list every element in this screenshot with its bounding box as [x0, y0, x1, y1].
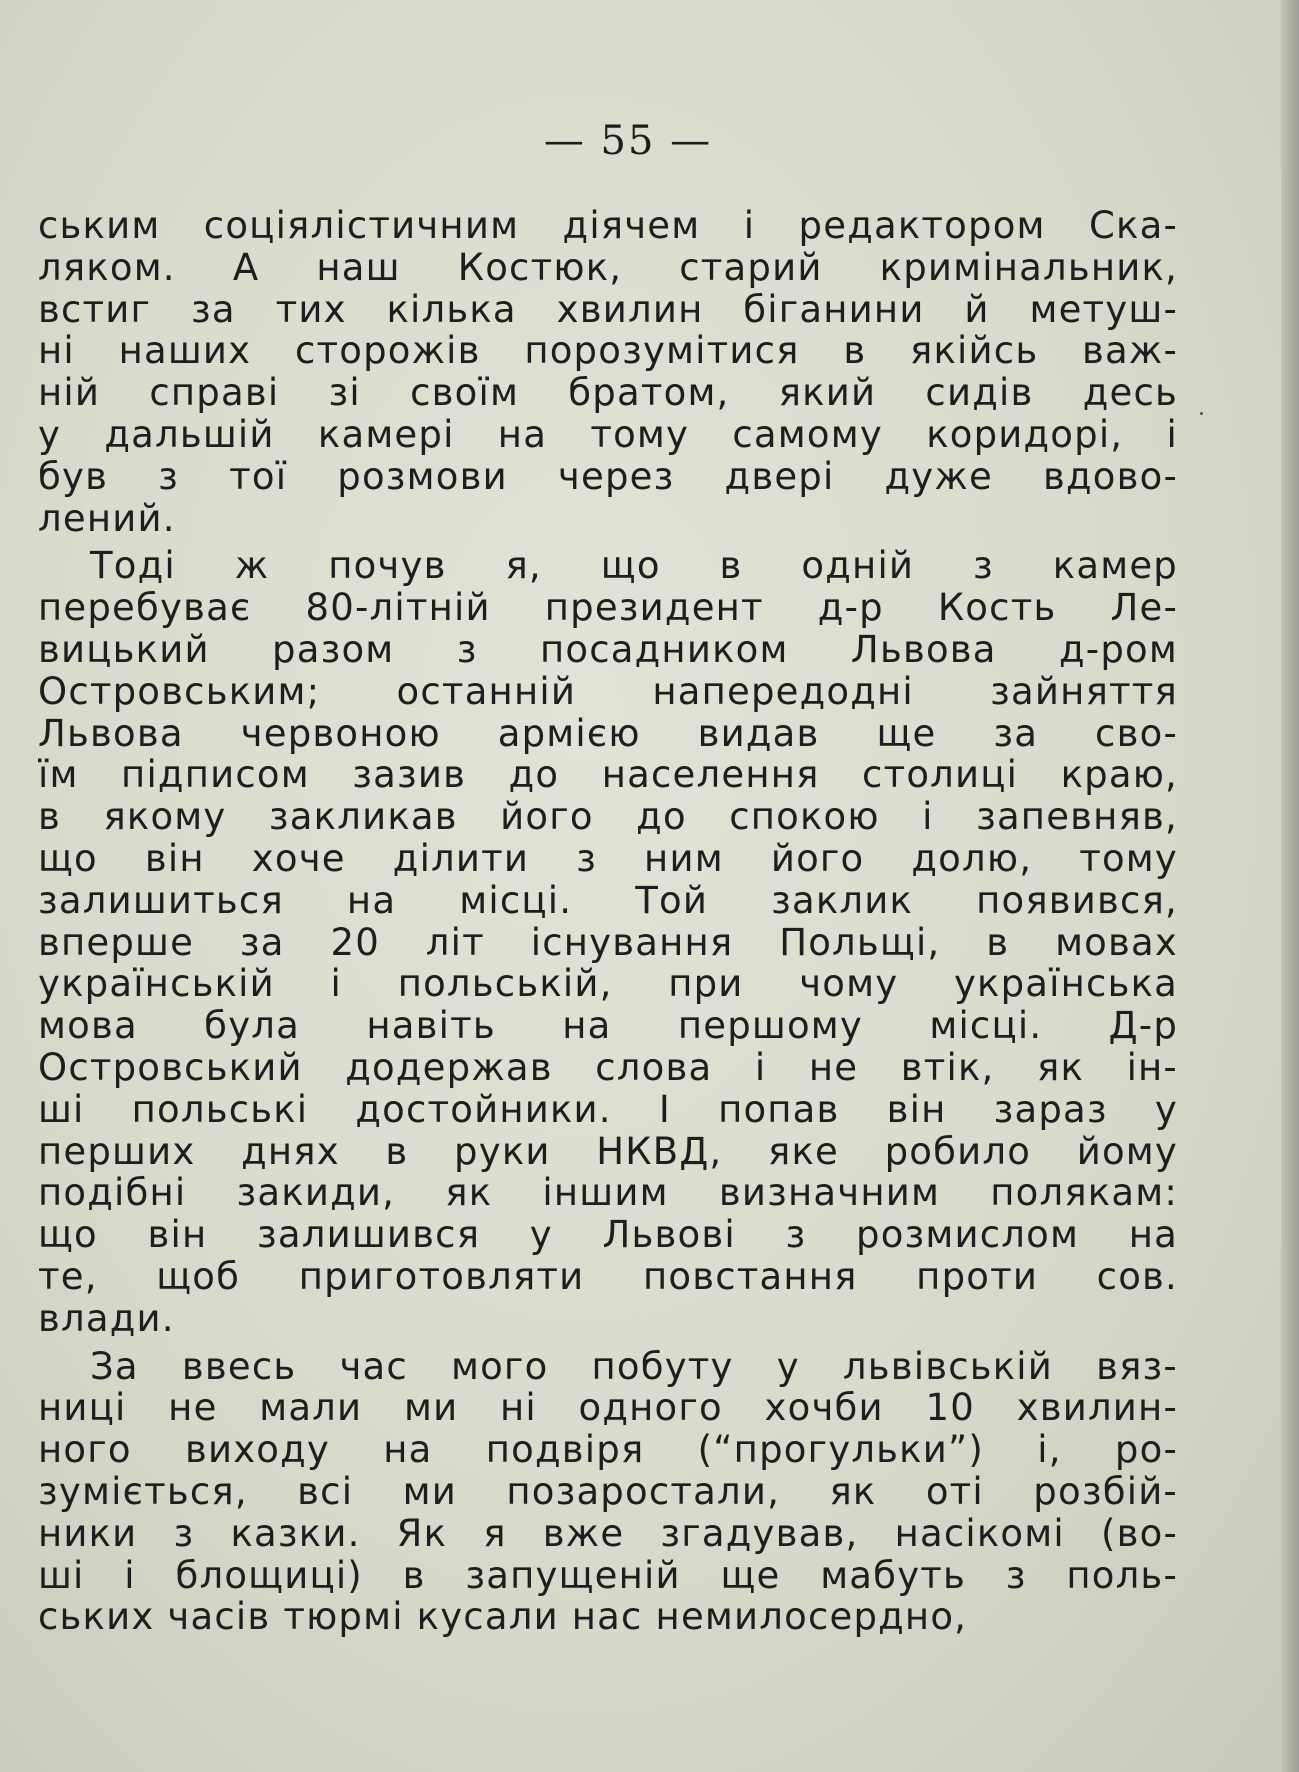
text-line: вицький разом з посадником Львова д-ром	[38, 628, 1178, 671]
text-line: був з тої розмови через двері дуже вдово-	[38, 455, 1178, 498]
text-line: ниці не мали ми ні одного хочби 10 хвилин-	[38, 1387, 1178, 1430]
text-line: у дальшій камері на тому самому коридорі, і	[38, 413, 1178, 456]
text-line: ного виходу на подвіря (“прогульки”) і, ро-	[38, 1429, 1178, 1471]
text-line: Тоді ж почув я, що в одній з камер	[90, 545, 1178, 588]
text-line: те, щоб приготовляти повстання проти сов.	[38, 1255, 1178, 1298]
text-line: перебуває 80-літній президент д-р Кость Ле-	[38, 587, 1178, 629]
print-speck	[1200, 412, 1203, 415]
paragraph	[38, 545, 1178, 1339]
text-line: Островським; останній напередодні зайняття	[38, 670, 1178, 713]
text-line: українській і польській, при чому українська	[38, 963, 1178, 1006]
text-line: їм підписом зазив до населення столиці краю,	[38, 754, 1178, 797]
text-line: За ввесь час мого побуту у львівській вяз-	[90, 1345, 1178, 1388]
text-line: зуміється, всі ми позаростали, як оті розбій-	[38, 1470, 1178, 1513]
text-line: подібні закиди, як іншим визначним полякам:	[38, 1172, 1178, 1215]
text-line: вперше за 20 літ існування Польщі, в мовах	[38, 921, 1178, 964]
text-line: мова була навіть на першому місці. Д-р	[38, 1005, 1178, 1047]
text-line: перших днях в руки НКВД, яке робило йому	[38, 1130, 1178, 1173]
text-line: влади.	[38, 1297, 175, 1340]
text-line: ній справі зі своїм братом, який сидів десь	[38, 372, 1178, 414]
paragraph	[38, 205, 1178, 539]
text-line: Островський додержав слова і не втік, як ін-	[38, 1046, 1178, 1089]
text-line: ні наших сторожів порозумітися в якійсь важ-	[38, 330, 1178, 373]
paragraph	[38, 1346, 1178, 1639]
text-line: лений.	[38, 497, 176, 540]
text-line: ші і блощиці) в запущеній ще мабуть з поль-	[38, 1554, 1178, 1597]
text-line: що він залишився у Львові з розмислом на	[38, 1214, 1178, 1256]
text-line: Львова червоною армією видав ще за сво-	[38, 712, 1178, 755]
page-number: — 55 —	[543, 118, 713, 164]
body-text	[38, 205, 1178, 1638]
text-line: що він хоче ділити з ним його долю, тому	[38, 837, 1178, 880]
text-line: встиг за тих кілька хвилин біганини й метуш-	[38, 288, 1178, 331]
text-line: ським соціялістичним діячем і редактором Ска-	[38, 205, 1178, 247]
text-line: ських часів тюрмі кусали нас немилосердно,	[38, 1596, 968, 1639]
page-edge	[1281, 0, 1299, 1772]
text-line: залишиться на місці. Той заклик появився,	[38, 879, 1178, 922]
text-line: ші польські достойники. І попав він зараз у	[38, 1088, 1178, 1131]
text-line: в якому закликав його до спокою і запевняв,	[38, 796, 1178, 838]
text-line: ляком. А наш Костюк, старий кримінальник,	[38, 246, 1178, 289]
text-line: ники з казки. Як я вже згадував, насікомі (во-	[38, 1512, 1178, 1555]
